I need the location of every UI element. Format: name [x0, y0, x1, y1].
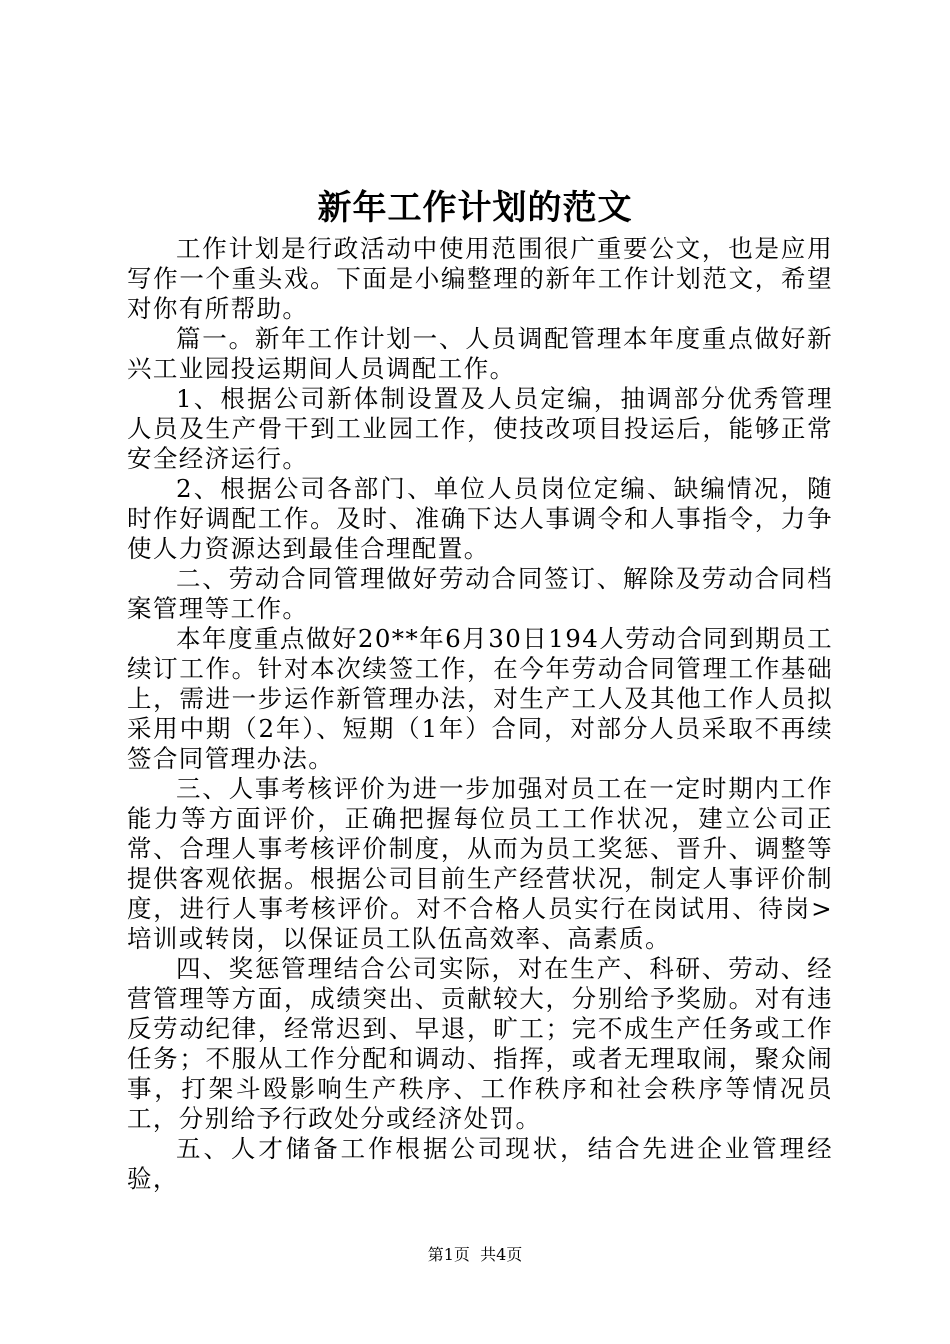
- paragraph-intro: 工作计划是行政活动中使用范围很广重要公文，也是应用写作一个重头戏。下面是小编整理的新年工作计划范文，希望对你有所帮助。: [127, 234, 833, 323]
- page-number: 第1页 共4页: [427, 1245, 523, 1264]
- paragraph-contract-renewal: 本年度重点做好20**年6月30日194人劳动合同到期员工续订工作。针对本次续签工作，在今年劳动合同管理工作基础上，需进一步运作新管理办法，对生产工人及其他工作人员拟采用中期（2年）、短期（1年）合同，对部分人员采取不再续签合同管理办法。: [127, 624, 833, 773]
- paragraph-section-1: 篇一。新年工作计划一、人员调配管理本年度重点做好新兴工业园投运期间人员调配工作。: [127, 324, 833, 383]
- paragraph-section-3: 三、人事考核评价为进一步加强对员工在一定时期内工作能力等方面评价，正确把握每位员工工作状况，建立公司正常、合理人事考核评价制度，从而为员工奖惩、晋升、调整等提供客观依据。根据公司目前生产经营状况，制定人事评价制度，进行人事考核评价。对不合格人员实行在岗试用、待岗>培训或转岗，以保证员工队伍高效率、高素质。: [127, 774, 833, 953]
- document-body: [127, 234, 833, 1194]
- paragraph-section-4: 四、奖惩管理结合公司实际，对在生产、科研、劳动、经营管理等方面，成绩突出、贡献较大，分别给予奖励。对有违反劳动纪律，经常迟到、早退，旷工；完不成生产任务或工作任务；不服从工作分配和调动、指挥，或者无理取闹，聚众闹事，打架斗殴影响生产秩序、工作秩序和社会秩序等情况员工，分别给予行政处分或经济处罚。: [127, 954, 833, 1133]
- document-title: 新年工作计划的范文: [317, 188, 633, 228]
- paragraph-section-2: 二、劳动合同管理做好劳动合同签订、解除及劳动合同档案管理等工作。: [127, 564, 833, 623]
- paragraph-item-2: 2、根据公司各部门、单位人员岗位定编、缺编情况，随时作好调配工作。及时、准确下达人事调令和人事指令，力争使人力资源达到最佳合理配置。: [127, 474, 833, 563]
- paragraph-item-1: 1、根据公司新体制设置及人员定编，抽调部分优秀管理人员及生产骨干到工业园工作，使技改项目投运后，能够正常安全经济运行。: [127, 384, 833, 473]
- page-footer: [0, 1244, 950, 1266]
- paragraph-section-5: 五、人才储备工作根据公司现状，结合先进企业管理经验，: [127, 1134, 833, 1193]
